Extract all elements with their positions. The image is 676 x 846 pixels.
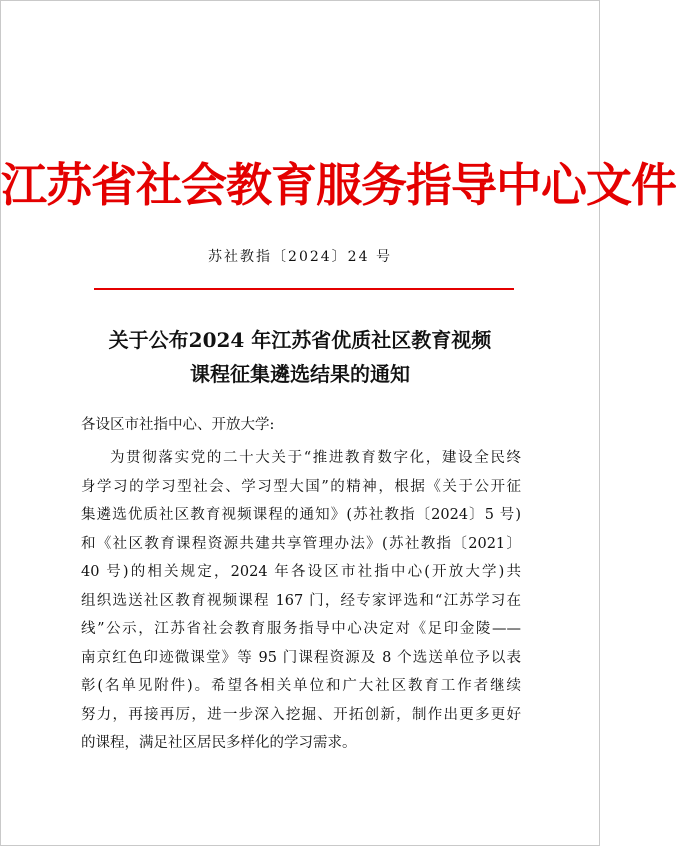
- body-line: 组织选送社区教育视频课程 167 门，经专家评选和“江苏学习在: [81, 592, 521, 609]
- notice-title-line: 关于公布2024 年江苏省优质社区教育视频: [108, 328, 492, 352]
- salutation: 各设区市社指中心、开放大学:: [81, 417, 275, 433]
- red-divider-line: [94, 288, 514, 290]
- document-header: 江苏省社会教育服务指导中心文件: [1, 158, 676, 212]
- body-line: 集遴选优质社区教育视频课程的通知》(苏社教指〔2024〕5 号): [81, 507, 521, 523]
- body-line: 的课程，满足社区居民多样化的学习需求。: [81, 735, 357, 751]
- body-line: 为贯彻落实党的二十大关于“推进教育数字化，建设全民终: [110, 450, 521, 466]
- body-line: 40 号)的相关规定，2024 年各设区市社指中心(开放大学)共: [81, 564, 521, 580]
- body-line: 线”公示，江苏省社会教育服务指导中心决定对《足印金陵——: [81, 621, 521, 637]
- document-number: 苏社教指〔2024〕24 号: [208, 249, 392, 265]
- body-line: 南京红色印迹微课堂》等 95 门课程资源及 8 个选送单位予以表: [81, 649, 521, 666]
- body-line: 彰(名单见附件)。希望各相关单位和广大社区教育工作者继续: [81, 678, 521, 694]
- notice-title: [1, 323, 599, 391]
- body-line: 和《社区教育课程资源共建共享管理办法》(苏社教指〔2021〕: [81, 535, 521, 552]
- body-line: 努力，再接再厉，进一步深入挖掘、开拓创新，制作出更多更好: [81, 706, 521, 723]
- notice-title-line: 课程征集遴选结果的通知: [190, 362, 410, 386]
- body-line: 身学习的学习型社会、学习型大国”的精神，根据《关于公开征: [81, 478, 521, 495]
- notice-body: [81, 444, 521, 758]
